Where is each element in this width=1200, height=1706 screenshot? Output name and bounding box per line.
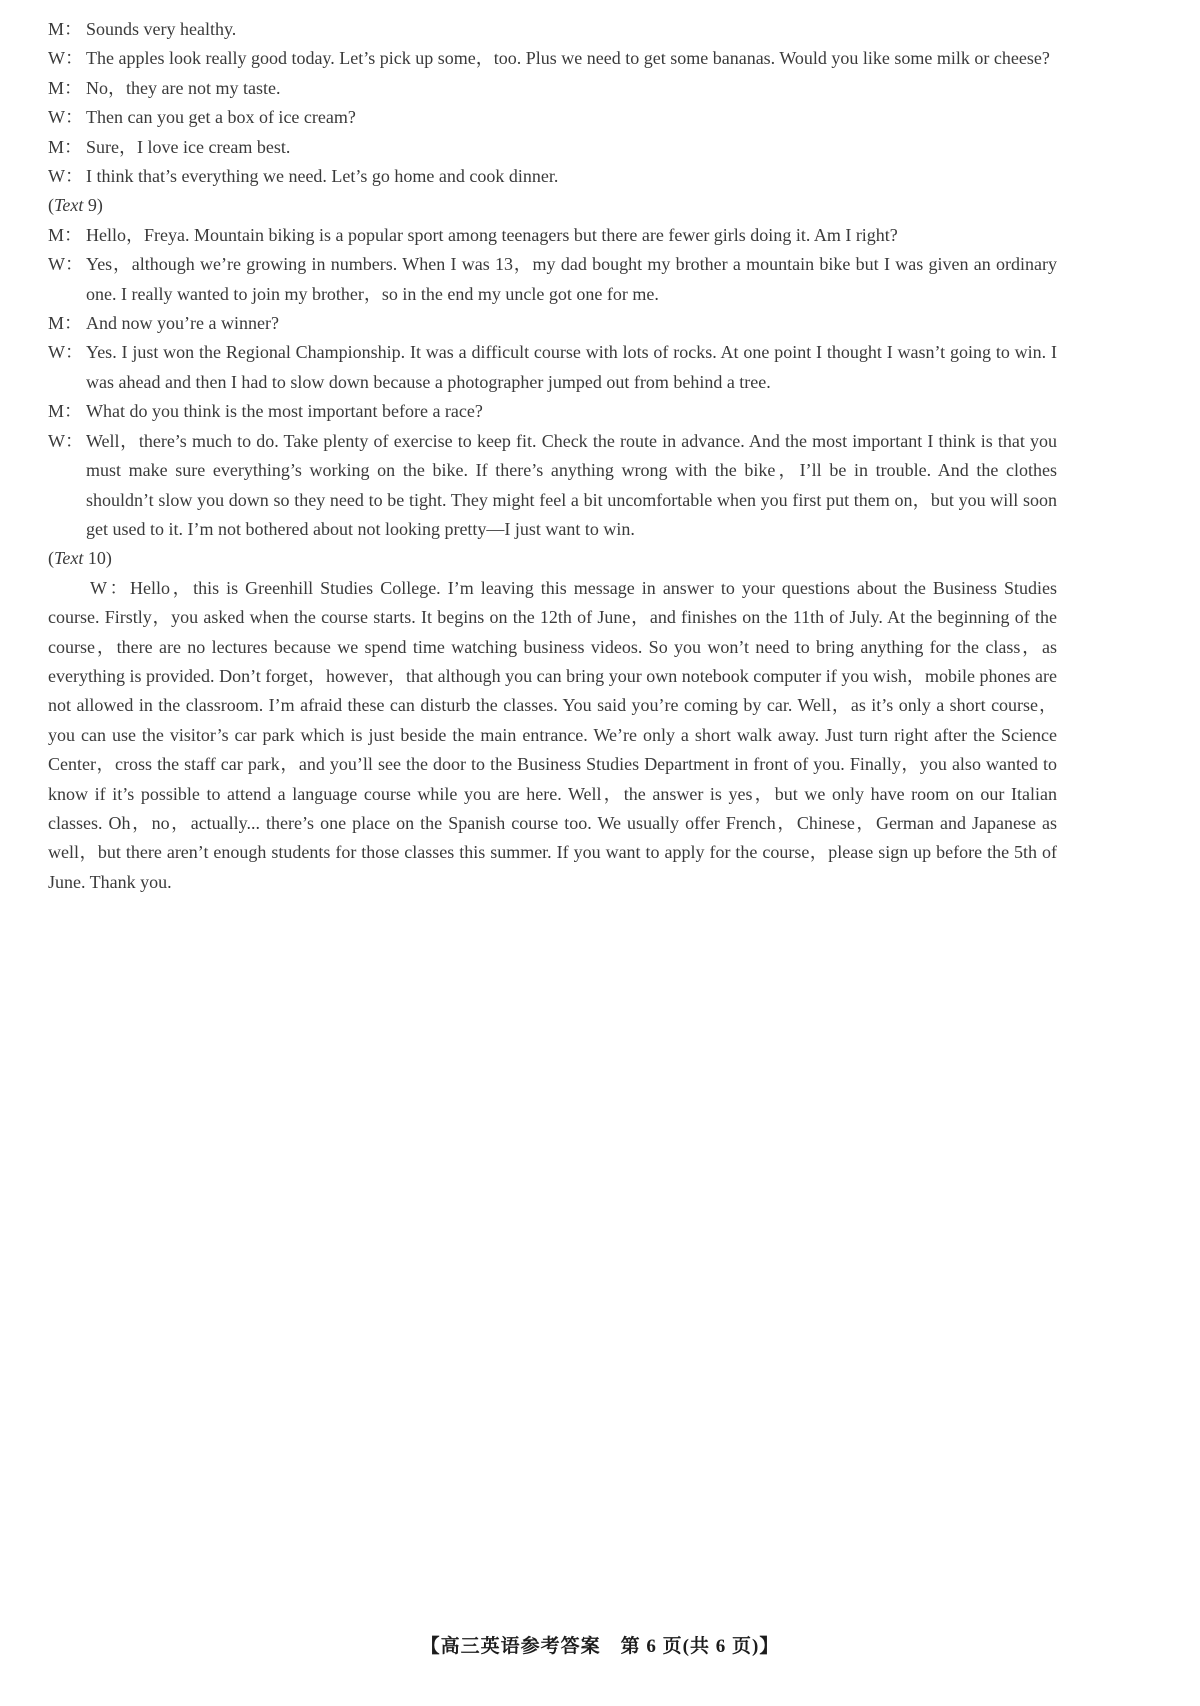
dialogue-line <box>48 397 1057 426</box>
dialogue-line <box>48 15 1057 44</box>
marker-number: 9) <box>83 195 103 216</box>
dialogue-text: And now you’re a winner? <box>86 313 279 334</box>
dialogue-line <box>48 103 1057 132</box>
dialogue-text: No，they are not my taste. <box>86 77 281 98</box>
dialogue-line <box>48 44 1057 73</box>
marker-title-italic: Text <box>54 548 84 569</box>
dialogue-text: Yes. I just won the Regional Championship. It was a difficult course with lots of rocks. At one point I thought I wasn’t going to win. I was ahead and then I had to slow down because a photographer jumped out from behind a tree. <box>86 342 1057 392</box>
dialogue-line <box>48 309 1057 338</box>
speaker-label: W： <box>48 48 83 69</box>
dialogue-line <box>48 338 1057 397</box>
speaker-label: M： <box>48 224 83 245</box>
speaker-label: W： <box>48 166 83 187</box>
transcript-content <box>48 15 1057 897</box>
dialogue-line <box>48 221 1057 250</box>
dialogue-line <box>48 74 1057 103</box>
dialogue-line <box>48 133 1057 162</box>
monologue-paragraph <box>48 574 1057 897</box>
marker-title-italic: Text <box>54 195 84 216</box>
dialogue-text: I think that’s everything we need. Let’s go home and cook dinner. <box>86 166 559 187</box>
speaker-label: W： <box>48 342 83 363</box>
speaker-label: M： <box>48 19 83 39</box>
speaker-label: W： <box>48 430 83 451</box>
marker-number: 10) <box>83 548 112 569</box>
marker-open: ( <box>48 195 54 216</box>
dialogue-text: Then can you get a box of ice cream? <box>86 107 356 128</box>
dialogue-text: Well，there’s much to do. Take plenty of exercise to keep fit. Check the route in advance. And the most important I think is that you must make sure everything’s working on the bike. If there’s anything wrong with the bike，I’ll be in trouble. And the clothes shouldn’t slow you down so they need to be tight. They might feel a bit uncomfortable when you first put them on，but you will soon get used to it. I’m not bothered about not looking pretty—I just want to win. <box>86 430 1057 539</box>
speaker-label: M： <box>48 401 83 422</box>
speaker-label: W： <box>90 577 131 598</box>
dialogue-text: Sure，I love ice cream best. <box>86 136 291 157</box>
dialogue-line <box>48 427 1057 545</box>
dialogue-text: The apples look really good today. Let’s pick up some，too. Plus we need to get some bananas. Would you like some milk or cheese? <box>86 48 1050 69</box>
dialogue-line <box>48 162 1057 191</box>
page-footer <box>0 1631 1200 1658</box>
speaker-label: M： <box>48 313 83 334</box>
speaker-label: W： <box>48 254 83 275</box>
dialogue-line <box>48 250 1057 309</box>
text-section-marker <box>48 544 1057 573</box>
speaker-label: W： <box>48 107 83 128</box>
footer-text: 【高三英语参考答案 第 6 页(共 6 页)】 <box>420 1636 780 1657</box>
speaker-label: M： <box>48 77 83 98</box>
speaker-label: M： <box>48 136 83 157</box>
dialogue-text: Sounds very healthy. <box>86 19 237 39</box>
text-section-marker <box>48 191 1057 220</box>
dialogue-text: Yes，although we’re growing in numbers. When I was 13，my dad bought my brother a mountain bike but I was given an ordinary one. I really wanted to join my brother，so in the end my uncle got one for me. <box>86 254 1057 304</box>
monologue-text: Hello，this is Greenhill Studies College. I’m leaving this message in answer to your questions about the Business Studies course. Firstly，you asked when the course starts. It begins on the 12th of June，and finishes on the 11th of July. At the beginning of the course，there are no lectures because we spend time watching business videos. So you won’t need to bring anything for the class，as everything is provided. Don’t forget，however，that although you can bring your own notebook computer if you wish，mobile phones are not allowed in the classroom. I’m afraid these can disturb the classes. You said you’re coming by car. Well，as it’s only a short course，you can use the visitor’s car park which is just beside the main entrance. We’re only a short walk away. Just turn right after the Science Center，cross the staff car park，and you’ll see the door to the Business Studies Department in front of you. Finally，you also wanted to know if it’s possible to attend a language course while you are here. Well，the answer is yes，but we only have room on our Italian classes. Oh，no，actually... there’s one place on the Spanish course too. We usually offer French，Chinese，German and Japanese as well，but there aren’t enough students for those classes this summer. If you want to apply for the course，please sign up before the 5th of June. Thank you. <box>48 577 1057 892</box>
dialogue-text: Hello，Freya. Mountain biking is a popular sport among teenagers but there are fewer girls doing it. Am I right? <box>86 224 898 245</box>
marker-open: ( <box>48 548 54 569</box>
dialogue-text: What do you think is the most important before a race? <box>86 401 483 422</box>
